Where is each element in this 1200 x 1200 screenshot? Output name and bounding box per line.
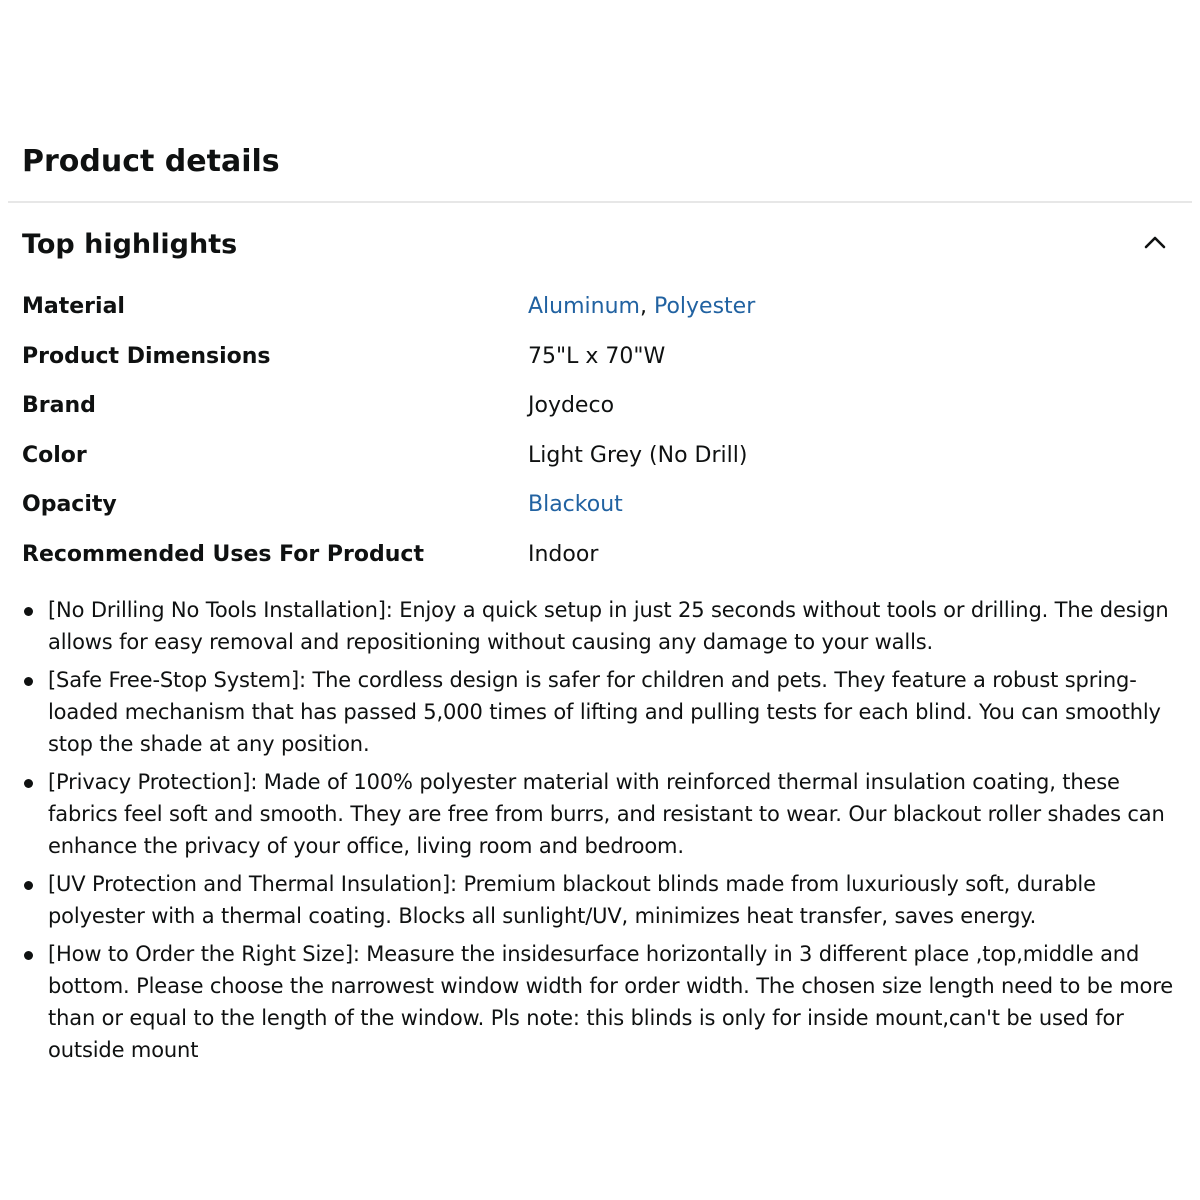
bullet-dot-icon	[24, 779, 33, 788]
spec-value: 75"L x 70"W	[528, 343, 666, 369]
top-highlights-header[interactable]	[0, 224, 1200, 266]
spec-row-color	[0, 432, 1200, 482]
list-item	[0, 938, 1200, 1066]
spec-row-brand	[0, 382, 1200, 432]
spec-label: Recommended Uses For Product	[22, 541, 424, 567]
spec-label: Brand	[22, 393, 96, 419]
bullet-dot-icon	[24, 881, 33, 890]
bullet-text: [No Drilling No Tools Installation]: Enjoy a quick setup in just 25 seconds without tools or drilling. The design allows for easy removal and repositioning without causing any damage to your walls.	[48, 598, 1169, 654]
section-divider	[8, 201, 1192, 203]
list-item	[0, 664, 1200, 760]
spec-row-opacity	[0, 481, 1200, 531]
list-item	[0, 868, 1200, 932]
opacity-link-blackout[interactable]: Blackout	[528, 492, 623, 518]
spec-row-dimensions	[0, 333, 1200, 383]
bullet-dot-icon	[24, 607, 33, 616]
spec-table	[0, 283, 1200, 581]
spec-label: Color	[22, 442, 87, 468]
list-item	[0, 594, 1200, 658]
material-link-aluminum[interactable]: Aluminum	[528, 294, 640, 319]
spec-value: Joydeco	[528, 393, 615, 419]
spec-value: Light Grey (No Drill)	[528, 442, 748, 468]
feature-bullet-list	[0, 594, 1200, 1072]
list-item	[0, 766, 1200, 862]
spec-label: Material	[22, 294, 125, 319]
page-title: Product details	[22, 144, 280, 179]
bullet-text: [Privacy Protection]: Made of 100% polyester material with reinforced thermal insulation coating, these fabrics feel soft and smooth. They are free from burrs, and resistant to wear. Our blackout roller shades can enhance the privacy of your office, living room and bedroom.	[48, 770, 1165, 858]
chevron-up-icon[interactable]	[1142, 232, 1168, 252]
section-title: Top highlights	[22, 229, 238, 260]
bullet-dot-icon	[24, 951, 33, 960]
spec-value	[528, 289, 755, 325]
bullet-text: [How to Order the Right Size]: Measure the insidesurface horizontally in 3 different place ,top,middle and bottom. Please choose the narrowest window width for order width. The chosen size length need to be more than or equal to the length of the window. Pls note: this blinds is only for inside mount,can't be used for outside mount	[48, 942, 1174, 1062]
bullet-text: [Safe Free-Stop System]: The cordless design is safer for children and pets. They feature a robust spring-loaded mechanism that has passed 5,000 times of lifting and pulling tests for each blind. You can smoothly stop the shade at any position.	[48, 668, 1161, 756]
bullet-dot-icon	[24, 677, 33, 686]
spec-value: Indoor	[528, 541, 599, 567]
bullet-text: [UV Protection and Thermal Insulation]: Premium blackout blinds made from luxuriously soft, durable polyester with a thermal coating. Blocks all sunlight/UV, minimizes heat transfer, saves energy.	[48, 872, 1096, 928]
spec-label: Opacity	[22, 492, 117, 518]
spec-label: Product Dimensions	[22, 343, 271, 369]
spec-row-recommended-uses	[0, 531, 1200, 581]
material-link-polyester[interactable]: Polyester	[653, 294, 756, 319]
spec-row-material	[0, 283, 1200, 333]
value-separator: ,	[639, 294, 654, 319]
spec-value	[528, 487, 623, 523]
